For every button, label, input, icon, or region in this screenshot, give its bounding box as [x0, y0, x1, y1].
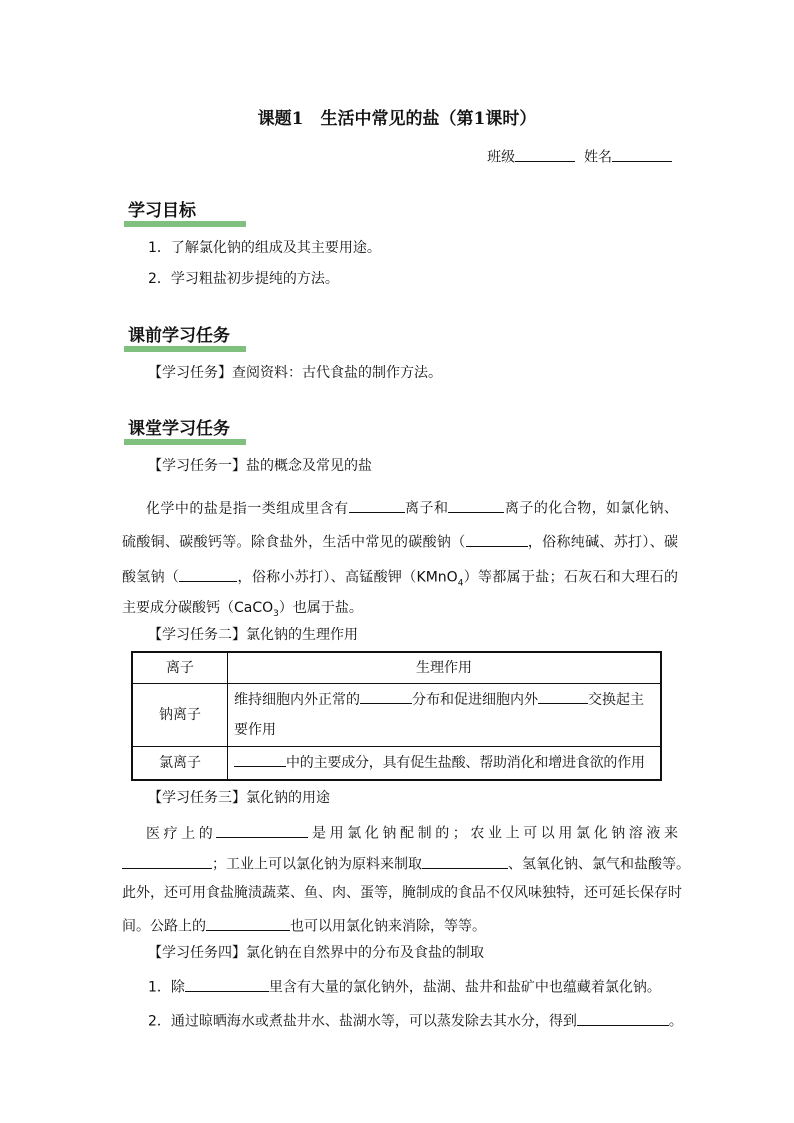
task1-line3: 酸氢钠（ ，俗称小苏打）、高锰酸钾（KMnO$_4$）等都属于盐；石灰石和大理石的 — [122, 566, 678, 591]
blank-anion[interactable] — [448, 497, 504, 513]
blank-saline[interactable] — [216, 822, 308, 838]
task1-line1: 化学中的盐是指一类组成里含有 离子和 离子的化合物，如氯化钠、 — [122, 497, 678, 517]
page-title: 课题1 生活中常见的盐（第1课时） — [257, 109, 537, 129]
task2-heading: 【学习任务二】氯化钠的生理作用 — [148, 627, 358, 643]
blank-water[interactable] — [360, 688, 412, 704]
class-blank[interactable] — [515, 146, 575, 162]
table-header-function: 生理作用 — [228, 652, 662, 684]
class-name-line — [487, 146, 672, 167]
task3-heading: 【学习任务三】氯化钠的用途 — [148, 790, 330, 806]
blank-sodium-carbonate-2[interactable] — [422, 853, 508, 869]
task3-line4: 间。公路上的 也可以用氯化钠来消除，等等。 — [122, 915, 486, 935]
name-label: 姓名 — [584, 149, 612, 166]
task3-line1: 医疗上的 是用氯化钠配制的；农业上可以用氯化钠溶液来 — [122, 822, 678, 842]
task3-line2: ；工业上可以氯化钠为原料来制取 、氢氧化钠、氯气和盐酸等。 — [122, 853, 678, 873]
table-cell-sodium-function: 维持细胞内外正常的 分布和促进细胞内外 交换起主 要作用 — [228, 684, 662, 747]
section-heading-inclass: 课堂学习任务 — [124, 414, 246, 439]
blank-sodium-carbonate[interactable] — [466, 531, 528, 547]
section-heading-preclass: 课前学习任务 — [124, 321, 246, 346]
blank-snow[interactable] — [206, 915, 290, 931]
blank-seawater[interactable] — [185, 976, 269, 992]
task4-item-1: 1．除 里含有大量的氯化钠外，盐湖、盐井和盐矿中也蕴藏着氯化钠。 — [148, 976, 661, 996]
task4-heading: 【学习任务四】氯化钠在自然界中的分布及食盐的制取 — [148, 945, 484, 961]
blank-gastric-juice[interactable] — [234, 751, 286, 767]
preclass-task: 【学习任务】查阅资料：古代食盐的制作方法。 — [148, 365, 442, 381]
table-cell-sodium: 钠离子 — [132, 684, 228, 747]
task4-item-2: 2．通过晾晒海水或煮盐井水、盐湖水等，可以蒸发除去其水分，得到 。 — [148, 1010, 683, 1030]
task1-line4: 主要成分碳酸钙（CaCO$_3$）也属于盐。 — [122, 600, 363, 619]
table-header-ion: 离子 — [132, 652, 228, 684]
physiology-table — [131, 651, 662, 781]
table-header-row — [132, 652, 661, 684]
blank-sodium-bicarbonate[interactable] — [179, 566, 237, 582]
goal-item-2: 2．学习粗盐初步提纯的方法。 — [148, 271, 339, 287]
table-row — [132, 684, 661, 747]
blank-cation[interactable] — [349, 497, 405, 513]
goal-item-1: 1．了解氯化钠的组成及其主要用途。 — [148, 240, 381, 256]
blank-crude-salt[interactable] — [577, 1010, 669, 1026]
table-row — [132, 747, 661, 781]
name-blank[interactable] — [612, 146, 672, 162]
table-cell-chloride: 氯离子 — [132, 747, 228, 781]
task1-heading: 【学习任务一】盐的概念及常见的盐 — [148, 458, 372, 474]
task1-line2: 硫酸铜、碳酸钙等。除食盐外，生活中常见的碳酸钠（ ，俗称纯碱、苏打）、碳 — [122, 531, 678, 551]
blank-seed-selection[interactable] — [122, 853, 212, 869]
section-heading-goals: 学习目标 — [124, 196, 246, 221]
table-cell-chloride-function: 中的主要成分，具有促生盐酸、帮助消化和增进食欲的作用 — [228, 747, 662, 781]
class-label: 班级 — [487, 149, 516, 166]
task3-line3: 此外，还可用食盐腌渍蔬菜、鱼、肉、蛋等，腌制成的食品不仅风味独特，还可延长保存时 — [122, 885, 682, 901]
blank-nutrient[interactable] — [538, 688, 588, 704]
